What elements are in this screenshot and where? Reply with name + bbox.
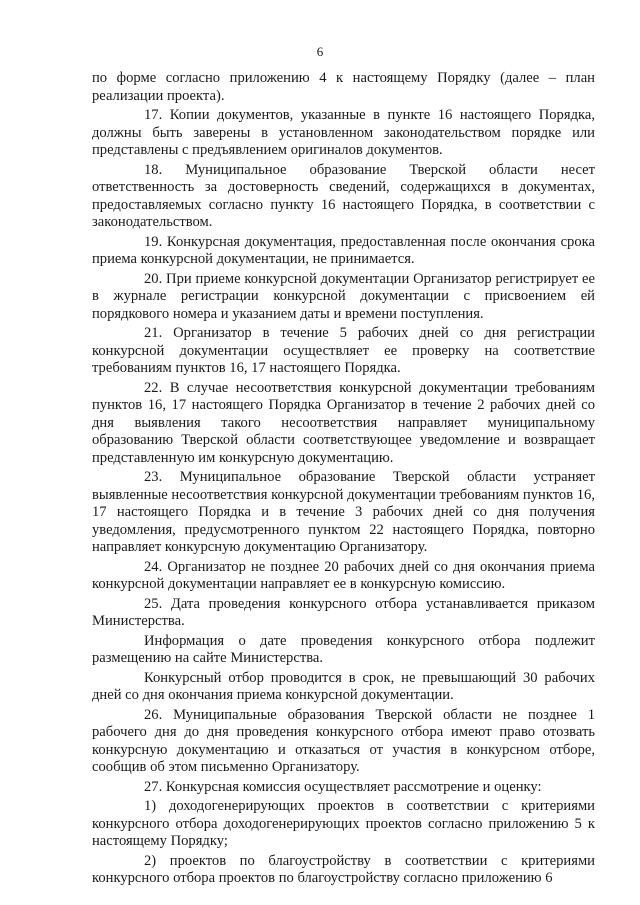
paragraph-27: 27. Конкурсная комиссия осуществляет рассмотрение и оценку: (144, 778, 542, 795)
paragraph-22: 22. В случае несоответствия конкурсной документации требованиям пунктов 16, 17 настоящего Порядка Организатор в течение 2 рабочих дней со дня выявления такого несоответствия направляет муниципальному образованию Тверской области соответствующее уведомление и возвращает представленную им конкурсную документацию. (92, 379, 595, 466)
paragraph-27-item-1: 1) доходогенерирующих проектов в соответствии с критериями конкурсного отбора доходогенерирующих проектов согласно приложению 5 к настоящему Порядку; (92, 798, 595, 849)
paragraph-25-term: Конкурсный отбор проводится в срок, не превышающий 30 рабочих дней со дня окончания приема конкурсной документации. (92, 669, 595, 703)
paragraph-18: 18. Муниципальное образование Тверской области несет ответственность за достоверность сведений, содержащихся в документах, предоставляемых согласно пункту 16 настоящего Порядка, в соответствии с законодательством. (92, 161, 595, 230)
paragraph-continuation: по форме согласно приложению 4 к настоящему Порядку (далее – план реализации проекта). (92, 70, 595, 104)
paragraph-25-info: Информация о дате проведения конкурсного отбора подлежит размещению на сайте Министерства. (92, 632, 595, 666)
paragraph-20: 20. При приеме конкурсной документации Организатор регистрирует ее в журнале регистрации конкурсной документации с присвоением ей порядкового номера и указанием даты и времени поступления. (92, 270, 595, 322)
paragraph-23: 23. Муниципальное образование Тверской области устраняет выявленные несоответствия конкурсной документации требованиям пунктов 16, 17 настоящего Порядка и в течение 3 рабочих дней со дня получения уведомления, предусмотренного пунктом 22 настоящего Порядка, повторно направляет конкурсную документацию Организатору. (92, 469, 595, 555)
document-body (92, 70, 595, 890)
paragraph-17: 17. Копии документов, указанные в пункте 16 настоящего Порядка, должны быть заверены в установленном законодательством порядке или представлены с предъявлением оригиналов документов. (92, 107, 595, 158)
paragraph-19: 19. Конкурсная документация, предоставленная после окончания срока приема конкурсной документации, не принимается. (92, 233, 595, 267)
paragraph-27-item-2: 2) проектов по благоустройству в соответствии с критериями конкурсного отбора проектов по благоустройству согласно приложению 6 (92, 852, 595, 886)
page-number: 6 (316, 44, 324, 59)
paragraph-26: 26. Муниципальные образования Тверской области не позднее 1 рабочего дня до дня проведения конкурсного отбора имеют право отозвать конкурсную документацию и отказаться от участия в конкурсном отборе, сообщив об этом письменно Организатору. (92, 706, 595, 775)
paragraph-25: 25. Дата проведения конкурсного отбора устанавливается приказом Министерства. (92, 595, 595, 629)
paragraph-24: 24. Организатор не позднее 20 рабочих дней со дня окончания приема конкурсной документации направляет ее в конкурсную комиссию. (92, 558, 595, 592)
paragraph-21: 21. Организатор в течение 5 рабочих дней со дня регистрации конкурсной документации осуществляет ее проверку на соответствие требованиям пунктов 16, 17 настоящего Порядка. (92, 325, 595, 376)
